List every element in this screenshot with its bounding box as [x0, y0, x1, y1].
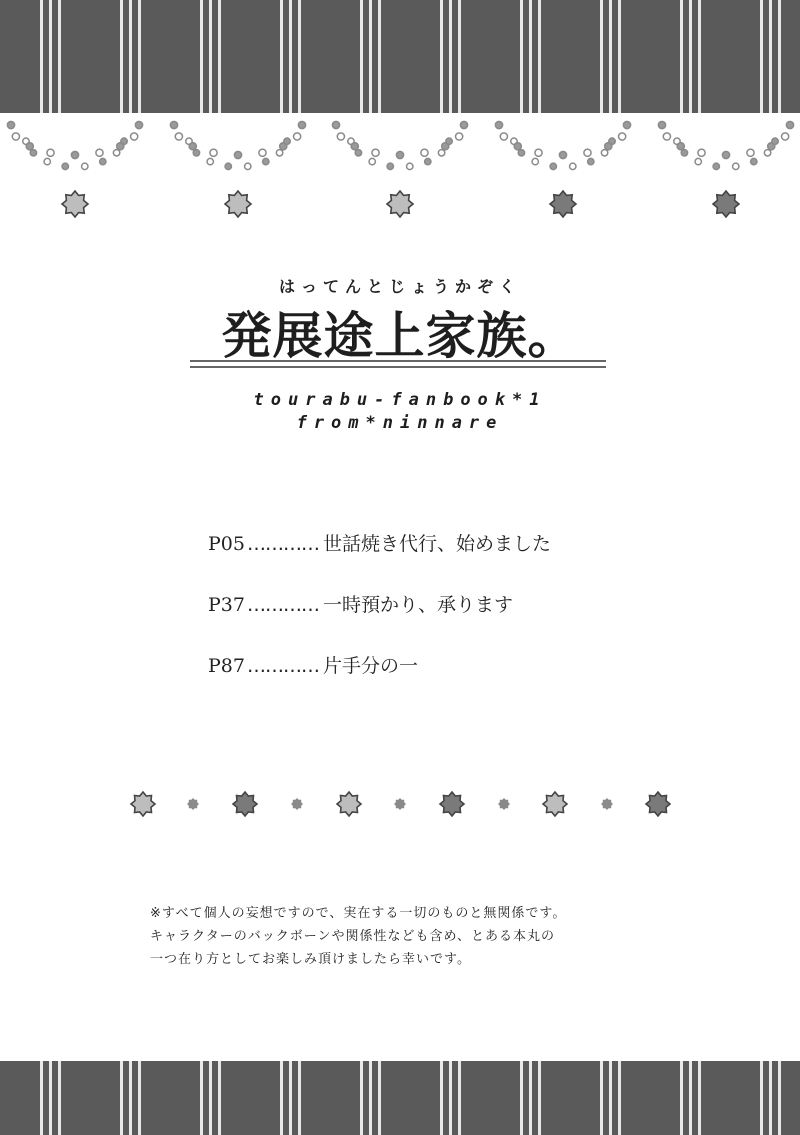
star-ornament-icon	[646, 792, 670, 816]
garland-bead-icon	[584, 149, 591, 156]
garland-bead-icon	[588, 158, 594, 164]
garland-bead-icon	[263, 158, 269, 164]
toc-leader-dots: …………	[246, 655, 319, 677]
subtitle-fanbook: tourabu-fanbook*1	[253, 390, 547, 410]
disclaimer-line: ※すべて個人の妄想ですので、実在する一切のものと無関係です。	[150, 906, 567, 921]
toc-item	[208, 650, 628, 682]
garland-bead-icon	[26, 143, 33, 150]
top-garland	[0, 113, 800, 223]
garland-bead-icon	[786, 121, 793, 128]
garland-bead-icon	[284, 138, 290, 144]
garland-bead-icon	[722, 151, 729, 158]
garland-bead-icon	[514, 143, 521, 150]
garland-bead-icon	[355, 150, 361, 156]
garland-bead-icon	[695, 158, 701, 164]
garland-bead-icon	[663, 133, 670, 140]
garland-bead-icon	[7, 121, 14, 128]
garland-bead-icon	[535, 149, 542, 156]
garland-bead-icon	[135, 121, 142, 128]
garland-bead-icon	[351, 143, 358, 150]
top-stripe-band	[0, 0, 800, 113]
garland-bead-icon	[175, 133, 182, 140]
garland-bead-icon	[12, 133, 19, 140]
garland-bead-icon	[387, 163, 393, 169]
garland-bead-icon	[782, 133, 789, 140]
garland-bead-icon	[518, 150, 524, 156]
small-star-icon	[498, 798, 510, 810]
garland-bead-icon	[460, 121, 467, 128]
star-ornament-icon	[543, 792, 567, 816]
garland-bead-icon	[207, 158, 213, 164]
toc-item	[208, 528, 628, 560]
small-star-icon	[291, 798, 303, 810]
garland-bead-icon	[698, 149, 705, 156]
bottom-stripe-band	[0, 1061, 800, 1135]
garland-bead-icon	[550, 163, 556, 169]
garland-bead-icon	[225, 163, 231, 169]
disclaimer-note	[150, 902, 670, 971]
garland-bead-icon	[170, 121, 177, 128]
garland-bead-icon	[47, 149, 54, 156]
garland-bead-icon	[421, 149, 428, 156]
garland-bead-icon	[82, 163, 88, 169]
star-ornament-icon	[387, 191, 413, 217]
title-ruby: はってんとじょうかぞく	[278, 277, 521, 296]
garland-bead-icon	[210, 149, 217, 156]
garland-bead-icon	[733, 163, 739, 169]
garland-bead-icon	[113, 150, 119, 156]
garland-bead-icon	[601, 150, 607, 156]
toc-story-title: 一時預かり、承ります	[322, 594, 513, 616]
garland-bead-icon	[438, 150, 444, 156]
garland-bead-icon	[407, 163, 413, 169]
subtitle-author: from*ninnare	[296, 413, 504, 433]
garland-bead-icon	[96, 149, 103, 156]
table-of-contents	[208, 528, 628, 711]
garland-bead-icon	[298, 121, 305, 128]
disclaimer-line: 一つ在り方としてお楽しみ頂けましたら幸いです。	[150, 952, 471, 967]
toc-item	[208, 589, 628, 621]
garland-bead-icon	[747, 149, 754, 156]
garland-bead-icon	[369, 158, 375, 164]
garland-bead-icon	[234, 151, 241, 158]
toc-story-title: 世話焼き代行、始めました	[322, 533, 551, 555]
garland-bead-icon	[121, 138, 127, 144]
book-title: 発展途上家族。	[221, 307, 579, 365]
garland-bead-icon	[30, 150, 36, 156]
toc-leader-dots: …………	[246, 533, 319, 555]
garland-bead-icon	[62, 163, 68, 169]
star-ornament-icon	[233, 792, 257, 816]
garland-bead-icon	[764, 150, 770, 156]
garland-bead-icon	[677, 143, 684, 150]
garland-bead-icon	[294, 133, 301, 140]
star-ornament-icon	[337, 792, 361, 816]
garland-bead-icon	[681, 150, 687, 156]
star-ornament-icon	[62, 191, 88, 217]
toc-page-number: P05	[208, 533, 245, 555]
star-ornament-icon	[131, 792, 155, 816]
small-star-icon	[187, 798, 199, 810]
toc-page-number: P37	[208, 594, 245, 616]
garland-bead-icon	[619, 133, 626, 140]
garland-bead-icon	[71, 151, 78, 158]
garland-bead-icon	[570, 163, 576, 169]
small-star-icon	[394, 798, 406, 810]
disclaimer-line: キャラクターのバックボーンや関係性なども含め、とある本丸の	[150, 929, 555, 944]
garland-bead-icon	[446, 138, 452, 144]
toc-page-number: P87	[208, 655, 245, 677]
garland-bead-icon	[658, 121, 665, 128]
toc-leader-dots: …………	[246, 594, 319, 616]
title-underline-second	[190, 366, 606, 368]
garland-bead-icon	[500, 133, 507, 140]
garland-bead-icon	[276, 150, 282, 156]
garland-bead-icon	[772, 138, 778, 144]
garland-bead-icon	[332, 121, 339, 128]
garland-bead-icon	[337, 133, 344, 140]
star-ornament-icon	[550, 191, 576, 217]
garland-bead-icon	[396, 151, 403, 158]
garland-bead-icon	[456, 133, 463, 140]
garland-bead-icon	[189, 143, 196, 150]
garland-bead-icon	[100, 158, 106, 164]
garland-bead-icon	[532, 158, 538, 164]
garland-bead-icon	[559, 151, 566, 158]
small-star-icon	[601, 798, 613, 810]
garland-bead-icon	[245, 163, 251, 169]
garland-bead-icon	[495, 121, 502, 128]
star-ornament-icon	[440, 792, 464, 816]
garland-bead-icon	[713, 163, 719, 169]
garland-bead-icon	[193, 150, 199, 156]
ornament-row	[0, 780, 800, 830]
star-ornament-icon	[225, 191, 251, 217]
title-underline	[190, 360, 606, 362]
garland-bead-icon	[372, 149, 379, 156]
toc-story-title: 片手分の一	[322, 655, 418, 677]
garland-bead-icon	[623, 121, 630, 128]
garland-bead-icon	[425, 158, 431, 164]
garland-bead-icon	[131, 133, 138, 140]
star-ornament-icon	[713, 191, 739, 217]
garland-bead-icon	[44, 158, 50, 164]
garland-bead-icon	[751, 158, 757, 164]
garland-bead-icon	[259, 149, 266, 156]
garland-bead-icon	[609, 138, 615, 144]
